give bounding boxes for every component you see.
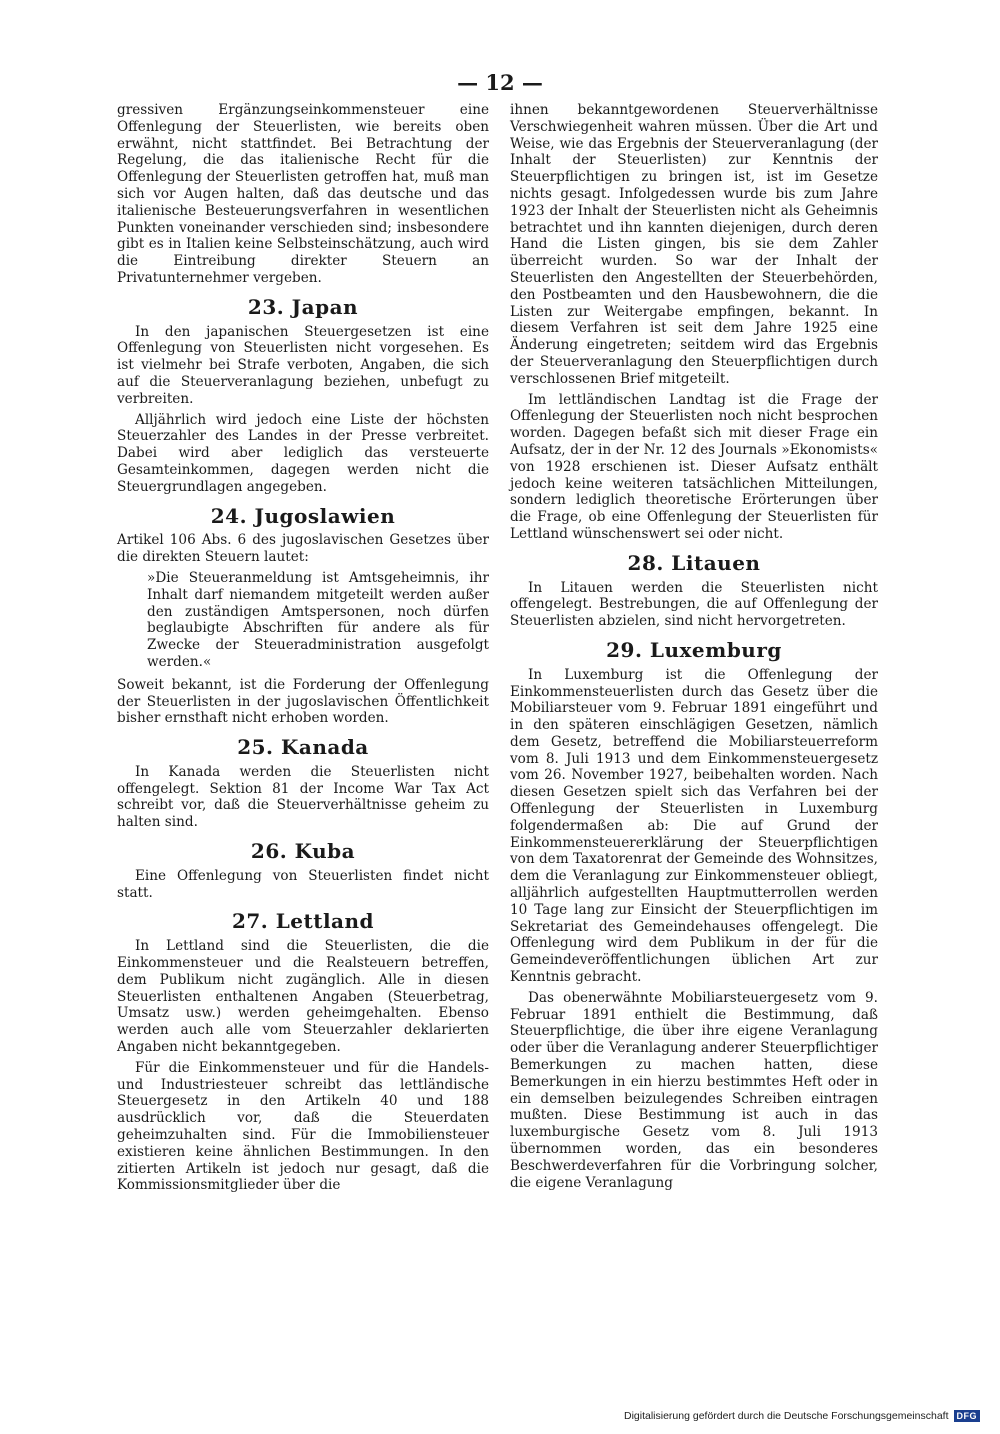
- paragraph-japan-2: Alljährlich wird jedoch eine Liste der höchsten Steuerzahler des Landes in der Presse verbreitet. Dabei wird aber lediglich das versteuerte Gesamteinkommen, dagegen werden nicht die Steuergrundlagen angegeben.: [117, 411, 489, 495]
- paragraph-kuba: Eine Offenlegung von Steuerlisten findet nicht statt.: [117, 867, 489, 901]
- paragraph-kanada: In Kanada werden die Steuerlisten nicht offengelegt. Sektion 81 der Income War Tax Act schreibt vor, daß die Steuerverhältnisse geheim zu halten sind.: [117, 763, 489, 831]
- paragraph-luxemburg-1: In Luxemburg ist die Offenlegung der Einkommensteuerlisten durch das Gesetz über die Mobiliarsteuer vom 9. Februar 1891 eingeführt und in den späteren einschlägigen Gesetzen, nämlich dem Gesetz, betreffend die Mobiliarsteuerreform vom 8. Juli 1913 und dem Einkommensteuergesetz vom 26. November 1927, beibehalten worden. Nach diesen Gesetzen spielt sich das Verfahren bei der Offenlegung der Steuerlisten in Luxemburg folgendermaßen ab: Die auf Grund der Einkommensteuererklärung der Steuerpflichtigen von dem Taxatorenrat der Gemeinde des Wohnsitzes, dem die Veranlagung zur Einkommensteuer obliegt, alljährlich aufgestellten Hauptmutterrollen werden 10 Tage lang zur Einsicht der Steuerpflichtigen im Sekretariat des Gemeindehauses offengelegt. Die Offenlegung wird dem Publikum in der für die Gemeindeveröffentlichungen üblichen Art zur Kenntnis gebracht.: [510, 666, 878, 986]
- footer-text: Digitalisierung gefördert durch die Deutsche Forschungsgemeinschaft: [623, 1410, 949, 1422]
- heading-kuba: 26. Kuba: [250, 839, 356, 864]
- paragraph-lettland-2: Für die Einkommensteuer und für die Handels- und Industriesteuer schreibt das lettländische Steuergesetz in den Artikeln 40 und 188 ausdrücklich vor, daß die Steuerdaten geheimzuhalten sind. Für die Immobiliensteuer existieren keine ähnlichen Bestimmungen. In den zitierten Artikeln ist jedoch nur gesagt, daß die Kommissionsmitglieder über die: [117, 1059, 489, 1194]
- paragraph-luxemburg-2: Das obenerwähnte Mobiliarsteuergesetz vom 9. Februar 1891 enthielt die Bestimmung, daß Steuerpflichtige, die über ihre eigene Veranlagung oder über die Veranlagung anderer Steuerpflichtiger Bemerkungen zu machen hatten, diese Bemerkungen in ein hierzu bestimmtes Heft oder in ein demselben beizulegendes Schreiben eintragen mußten. Diese Bestimmung ist auch in das luxemburgische Gesetz vom 8. Juli 1913 übernommen worden, das ein besonderes Beschwerdeverfahren für die Vorbringung solcher, die eigene Veranlagung: [510, 989, 878, 1191]
- heading-litauen: 28. Litauen: [627, 550, 761, 575]
- left-column: [117, 102, 489, 1198]
- paragraph-intro: gressiven Ergänzungseinkommensteuer eine Offenlegung der Steuerlisten, wie bereits oben erwähnt, nicht stattfindet. Bei Betrachtung der Regelung, die das italienische Recht für die Offenlegung der Steuerlisten getroffen hat, muß man sich vor Augen halten, daß das deutsche und das italienische Besteuerungsverfahren in wesentlichen Punkten voneinander verschieden sind; insbesondere gibt es in Italien keine Selbsteinschätzung, auch wird die Eintreibung direkter Steuern an Privatunternehmer vergeben.: [117, 102, 489, 286]
- right-column: [510, 102, 878, 1195]
- paragraph-lettland-continued: ihnen bekanntgewordenen Steuerverhältnisse Verschwiegenheit wahren müssen. Über die Art und Weise, wie das Ergebnis der Steuerveranlagung (der Inhalt der Steuerlisten) zur Kenntnis der Steuerpflichtigen zu bringen ist, ist im Gesetze nichts gesagt. Infolgedessen wurde bis zum Jahre 1923 der Inhalt der Steuerlisten nicht als Geheimnis betrachtet und ihn kannten diejenigen, durch deren Hand die Listen gingen, bis sie dem Zahler überreicht wurden. So war der Inhalt der Steuerlisten den Angestellten der Steuerbehörden, den Postbeamten und den Hausbewohnern, die die Listen zur Weitergabe empfingen, bekannt. In diesem Verfahren ist seit dem Jahre 1925 eine Änderung eingetreten; seitdem wird das Ergebnis der Steuerveranlagung den Steuerpflichtigen durch verschlossenen Brief mitgeteilt.: [510, 102, 878, 387]
- paragraph-landtag: Im lettländischen Landtag ist die Frage der Offenlegung der Steuerlisten noch nicht besprochen worden. Dagegen befaßt sich mit dieser Frage ein Aufsatz, der in der Nr. 12 des Journals »Ekonomists« von 1928 erschienen ist. Dieser Aufsatz enthält jedoch keine weiteren tatsächlichen Mitteilungen, sondern lediglich theoretische Erörterungen über die Frage, ob eine Offenlegung der Steuerlisten für Lettland wünschenswert sei oder nicht.: [510, 391, 878, 542]
- heading-jugoslawien: 24. Jugoslawien: [210, 503, 396, 528]
- footer: [624, 1410, 980, 1422]
- paragraph-japan-1: In den japanischen Steuergesetzen ist eine Offenlegung von Steuerlisten nicht vorgesehen. Es ist vielmehr bei Strafe verboten, Angaben, die sich auf die Steuerveranlagung beziehen, unbefugt zu verbreiten.: [117, 323, 489, 407]
- heading-japan: 23. Japan: [247, 294, 359, 319]
- dfg-logo: DFG: [954, 1410, 981, 1422]
- page-number: — 12 —: [457, 70, 543, 95]
- paragraph-lettland-1: In Lettland sind die Steuerlisten, die die Einkommensteuer und die Realsteuern betreffen, dem Publikum nicht zugänglich. Alle in diesen Steuerlisten enthaltenen Angaben (Steuerbetrag, Umsatz usw.) werden geheimgehalten. Ebenso werden auch alle vom Steuerzahler deklarierten Angaben nicht bekanntgegeben.: [117, 938, 489, 1056]
- heading-lettland: 27. Lettland: [231, 909, 375, 934]
- heading-kanada: 25. Kanada: [237, 735, 369, 760]
- paragraph-jugoslawien-2: Soweit bekannt, ist die Forderung der Offenlegung der Steuerlisten in der jugoslavischen Öffentlichkeit bisher ernsthaft nicht erhoben worden.: [117, 676, 489, 727]
- paragraph-jugoslawien-1: Artikel 106 Abs. 6 des jugoslavischen Gesetzes über die direkten Steuern lautet:: [117, 532, 489, 566]
- heading-luxemburg: 29. Luxemburg: [606, 637, 782, 662]
- paragraph-litauen: In Litauen werden die Steuerlisten nicht offengelegt. Bestrebungen, die auf Offenlegung der Steuerlisten abzielen, sind nicht hervorgetreten.: [510, 579, 878, 630]
- quote-jugoslawien: »Die Steueranmeldung ist Amtsgeheimnis, ihr Inhalt darf niemandem mitgeteilt werden außer den zuständigen Amtspersonen, noch dürfen beglaubigte Abschriften für andere als für Zwecke der Steueradministration ausgefolgt werden.«: [147, 569, 489, 670]
